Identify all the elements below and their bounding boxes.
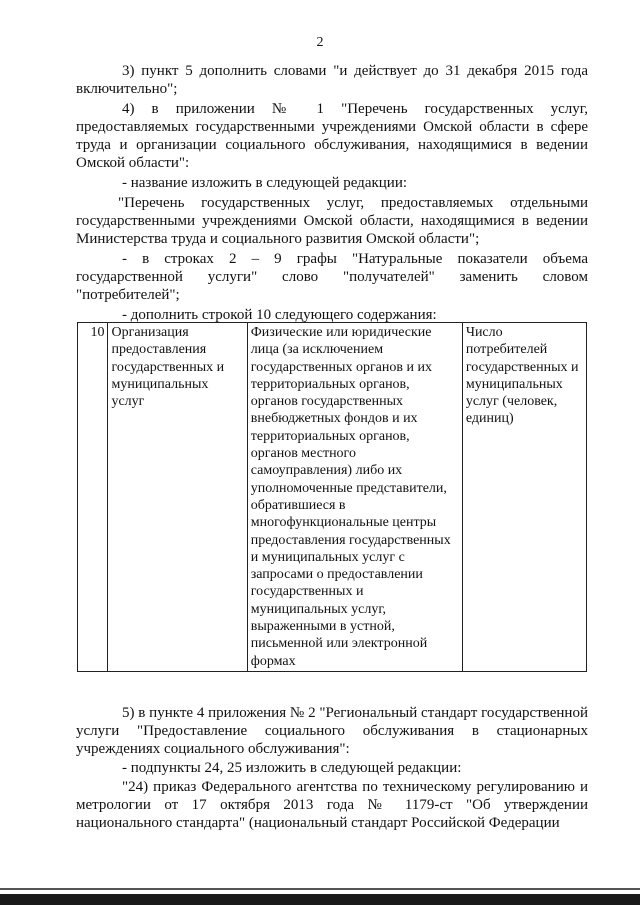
consumers-cell: Физические или юридические лица (за исключением государственных органов и их территориальных органов, органов государственных внебюджетных фондов и их территориальных органов, органов местного самоуправления) либо их уполномоченные представители, обратившиеся в многофункциональные центры предоставления государственных и муниципальных услуг с запросами о предоставлении государственных и муниципальных услуг, выраженными в устной, письменной или электронной формах: [247, 323, 462, 672]
body-text: [76, 62, 588, 326]
paragraph-new-title: "Перечень государственных услуг, предоставляемых отдельными государственными учреждениями Омской области, находящимися в ведении Министерства труда и социального развития Омской области";: [76, 195, 588, 247]
paragraph-item-4: 4) в приложении № 1 "Перечень государственных услуг, предоставляемых государственными учреждениями Омской области в сфере труда и организации социального обслуживания, находящимися в ведении Омской области":: [76, 101, 588, 171]
paragraph-rename: - название изложить в следующей редакции:: [122, 175, 408, 191]
page-number: 2: [316, 35, 324, 50]
paragraph-subitems: - подпункты 24, 25 изложить в следующей редакции:: [122, 760, 462, 776]
paragraph-item-5: 5) в пункте 4 приложения № 2 "Региональный стандарт государственной услуги "Предоставление социального обслуживания в стационарных учреждениях социального обслуживания":: [76, 705, 588, 757]
paragraph-subitem-24: "24) приказ Федерального агентства по техническому регулированию и метрологии от 17 октября 2013 года № 1179-ст "Об утверждении национального стандарта" (национальный стандарт Российской Федерации: [76, 779, 588, 831]
body-text-continued: [76, 704, 588, 833]
scan-edge-line: [0, 888, 640, 890]
paragraph-replace-word: - в строках 2 – 9 графы "Натуральные показатели объема государственной услуги" слово "получателей" заменить словом "потребителей";: [76, 251, 588, 303]
paragraph-add-row: - дополнить строкой 10 следующего содержания:: [122, 307, 437, 323]
scan-edge-shadow: [0, 894, 640, 905]
service-name-cell: Организация предоставления государственных и муниципальных услуг: [108, 323, 247, 672]
inserted-row-table: [77, 322, 587, 672]
table-row: [78, 323, 587, 672]
row-number-cell: 10: [78, 323, 108, 672]
paragraph-item-3: 3) пункт 5 дополнить словами "и действует до 31 декабря 2015 года включительно";: [76, 63, 588, 97]
indicator-cell: Число потребителей государственных и муниципальных услуг (человек, единиц): [462, 323, 586, 672]
